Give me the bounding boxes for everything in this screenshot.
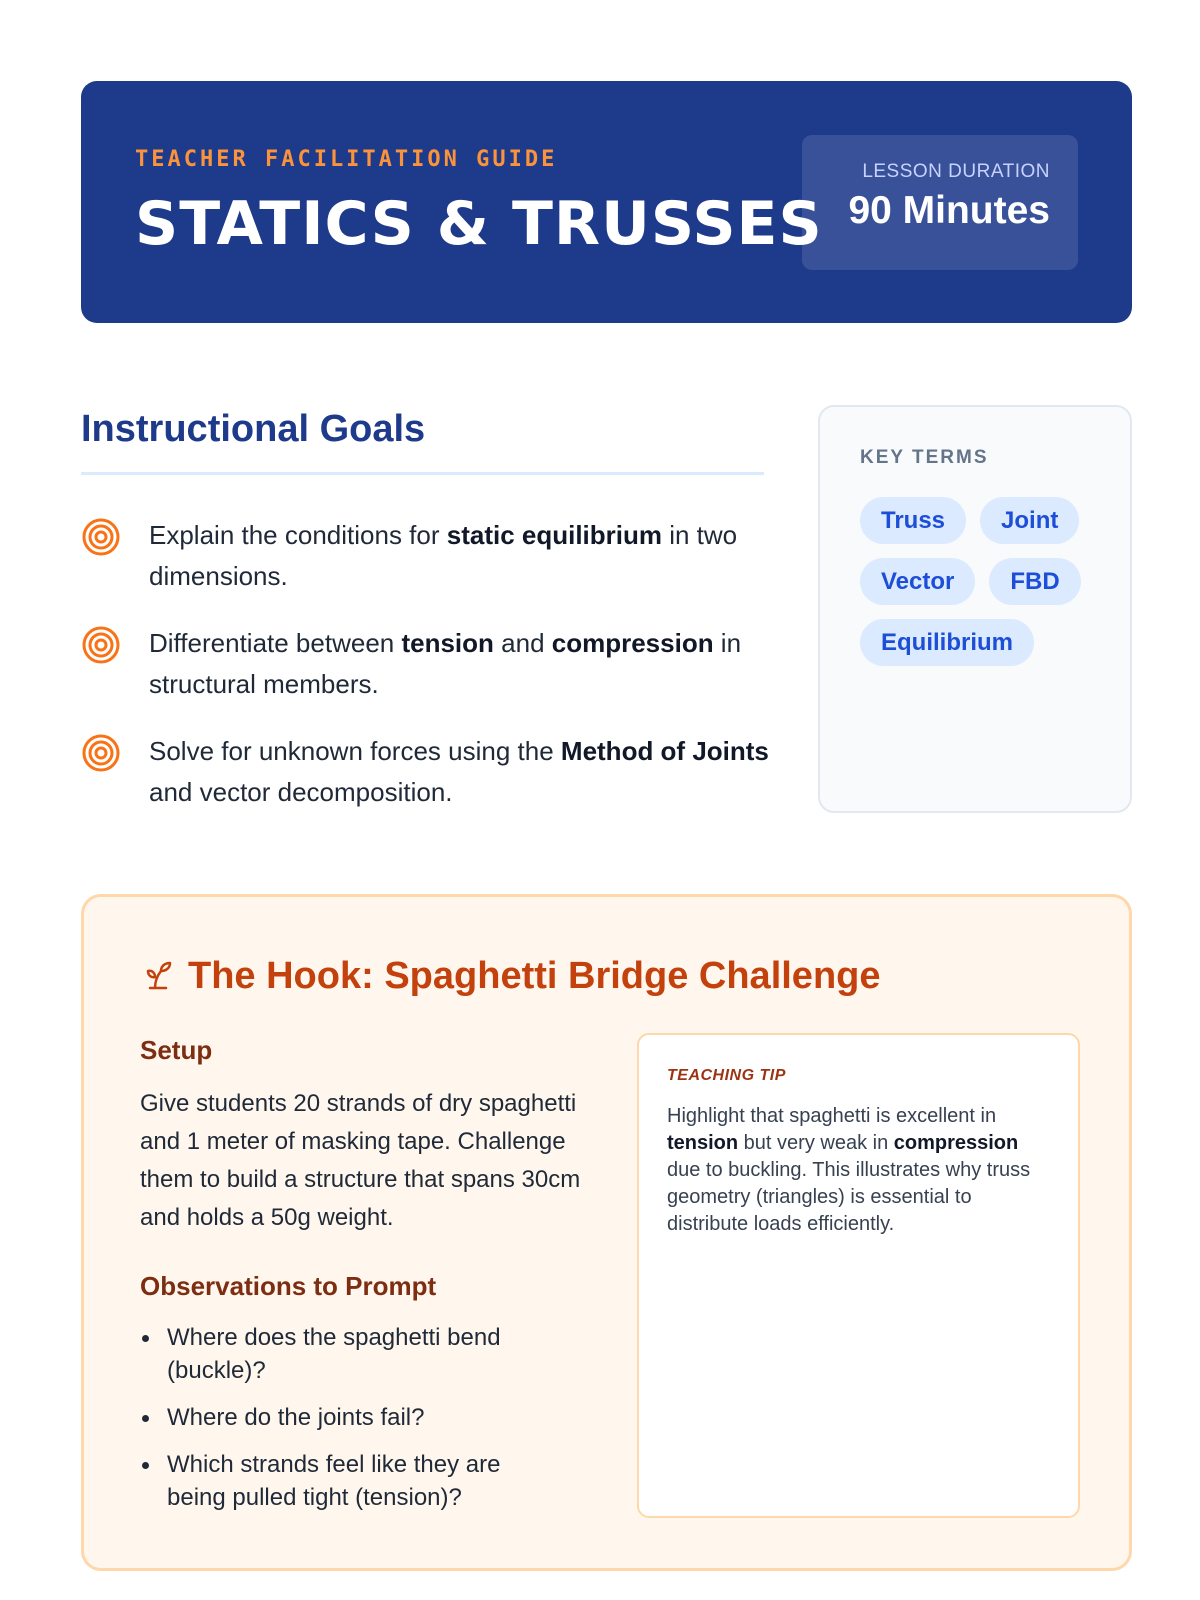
bullet-dot (142, 1462, 149, 1469)
observation-text: Which strands feel like they are being pulled tight (tension)? (167, 1451, 501, 1511)
observation-text: Where do the joints fail? (167, 1404, 425, 1431)
key-terms-chips (860, 497, 1090, 666)
term-chip-vector: Vector (860, 558, 975, 605)
teaching-tip-text (667, 1103, 1052, 1238)
tip-text-part: Highlight that spaghetti is excellent in (667, 1105, 997, 1127)
header-banner (81, 81, 1132, 323)
goal-text: Differentiate between (149, 628, 402, 658)
duration-value: 90 Minutes (848, 189, 1050, 232)
tip-keyword: tension (667, 1132, 739, 1154)
observation-text: Where does the spaghetti bend (buckle)? (167, 1324, 501, 1384)
goal-text: in two dimensions. (149, 520, 738, 591)
goals-divider (81, 472, 764, 475)
goal-keyword: static equilibrium (446, 520, 662, 550)
lesson-duration-box (802, 135, 1078, 270)
goal-text: in structural members. (149, 628, 742, 699)
observation-item (140, 1448, 560, 1514)
key-terms-card (818, 405, 1132, 813)
bullet-dot (142, 1415, 149, 1422)
target-icon (81, 625, 121, 665)
observations-heading: Observations to Prompt (140, 1271, 437, 1301)
goal-item (81, 515, 771, 597)
tip-keyword: compression (893, 1132, 1019, 1154)
term-chip-equilibrium: Equilibrium (860, 619, 1034, 666)
goal-keyword: Method of Joints (560, 736, 769, 766)
hook-card (81, 894, 1132, 1571)
goal-text: Solve for unknown forces using the (149, 736, 561, 766)
observation-item (140, 1321, 560, 1387)
observations-list (140, 1321, 560, 1528)
goal-text: and vector decomposition. (149, 777, 453, 807)
hook-title (140, 955, 881, 998)
key-terms-label: KEY TERMS (860, 447, 989, 468)
teaching-tip-label: TEACHING TIP (667, 1067, 786, 1084)
hook-title-text: The Hook: Spaghetti Bridge Challenge (188, 955, 881, 997)
goals-heading: Instructional Goals (81, 408, 426, 450)
term-chip-joint: Joint (980, 497, 1079, 544)
setup-heading: Setup (140, 1035, 213, 1065)
tip-text-part: but very weak in (738, 1132, 894, 1154)
goal-text: and (493, 628, 552, 658)
goals-list (81, 515, 771, 839)
teaching-tip-box (637, 1033, 1080, 1518)
goal-keyword: tension (401, 628, 494, 658)
duration-label: LESSON DURATION (862, 161, 1050, 182)
goal-text: Explain the conditions for (149, 520, 447, 550)
page-title: STATICS & TRUSSES (135, 189, 823, 259)
target-icon (81, 733, 121, 773)
term-chip-truss: Truss (860, 497, 966, 544)
observation-item (140, 1401, 560, 1434)
setup-text: Give students 20 strands of dry spaghetti and 1 meter of masking tape. Challenge them to build a structure that spans 30cm and holds a 50g weight. (140, 1090, 581, 1231)
goal-item (81, 623, 771, 705)
goal-keyword: compression (551, 628, 714, 658)
target-icon (81, 517, 121, 557)
sprout-icon (140, 957, 176, 993)
guide-eyebrow: TEACHER FACILITATION GUIDE (135, 147, 558, 172)
bullet-dot (142, 1335, 149, 1342)
term-chip-fbd: FBD (989, 558, 1080, 605)
tip-text-part: due to buckling. This illustrates why truss geometry (triangles) is essential to distribute loads efficiently. (667, 1159, 1031, 1235)
goal-item (81, 731, 771, 813)
